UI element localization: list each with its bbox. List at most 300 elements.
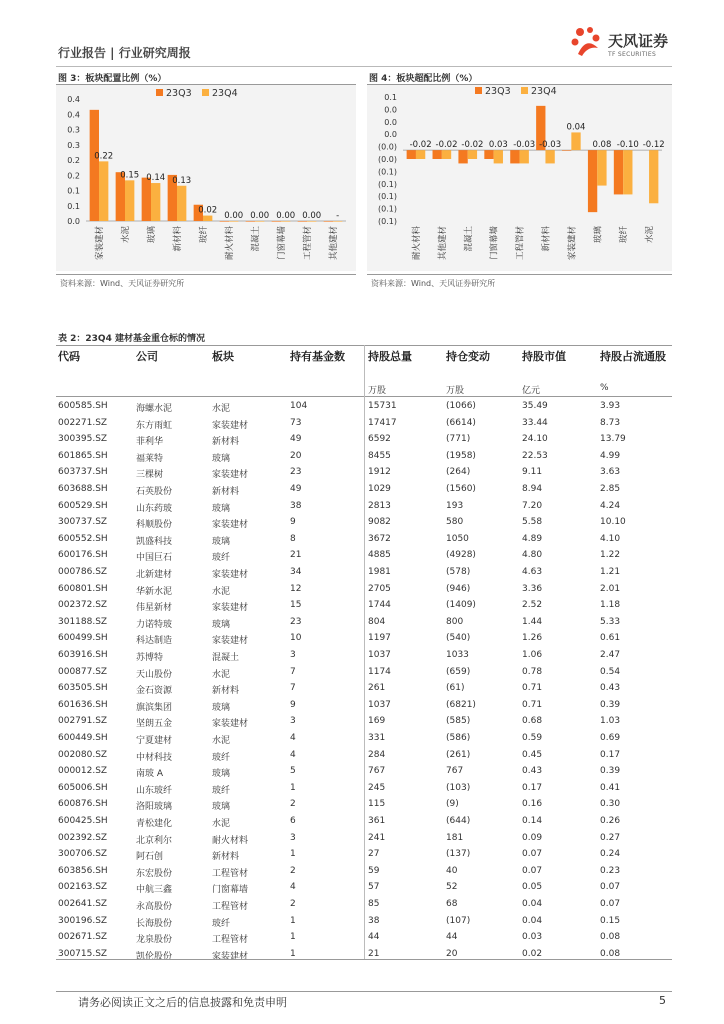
cell-company: 石英股份 — [136, 487, 173, 497]
cell-company: 中国巨石 — [136, 553, 173, 564]
cell-sector: 工程管材 — [212, 902, 249, 912]
cell-sector: 家装建材 — [212, 470, 249, 481]
y-tick-label: (0.0) — [378, 155, 397, 164]
category-label: 混凝土 — [251, 226, 261, 252]
cell-fund-count: 9 — [290, 517, 296, 528]
cell-fund-count: 23 — [290, 616, 302, 627]
cell-change: (1958) — [446, 450, 476, 461]
category-label: 门窗幕墙 — [489, 226, 500, 261]
cell-market-value: 0.71 — [522, 683, 543, 694]
legend-swatch — [521, 87, 528, 94]
cell-sector: 水泥 — [212, 586, 231, 597]
category-label: 家装建材 — [567, 226, 578, 261]
y-tick-label: (0.1) — [378, 204, 397, 214]
cell-float-ratio: 0.17 — [600, 749, 621, 760]
cell-change: (586) — [446, 733, 471, 743]
cell-total-shares: 21 — [368, 948, 380, 959]
cell-company: 北新建材 — [136, 570, 173, 580]
data-label: - — [336, 211, 340, 221]
table-row — [56, 846, 672, 863]
cell-company: 北京利尔 — [136, 835, 173, 846]
cell-sector: 家装建材 — [212, 719, 249, 730]
category-label: 玻纤 — [199, 226, 209, 244]
cell-sector: 家装建材 — [212, 636, 249, 647]
col-header-change: 持仓变动 — [446, 350, 490, 363]
cell-company: 福莱特 — [136, 453, 164, 464]
cell-sector: 水泥 — [212, 404, 231, 414]
company-logo — [568, 24, 678, 64]
y-tick-label: (0.1) — [378, 167, 397, 177]
cell-company: 中航三鑫 — [136, 885, 173, 896]
cell-market-value: 9.11 — [522, 467, 543, 478]
cell-code: 600585.SH — [58, 401, 108, 411]
cell-code: 603505.SH — [58, 683, 108, 694]
cell-market-value: 4.89 — [522, 533, 543, 544]
bar — [281, 221, 290, 222]
bar — [614, 150, 623, 194]
cell-float-ratio: 4.10 — [600, 533, 621, 544]
cell-fund-count: 4 — [290, 882, 296, 893]
cell-float-ratio: 0.61 — [600, 633, 621, 644]
bar — [458, 150, 467, 163]
cell-float-ratio: 0.07 — [600, 882, 621, 893]
cell-change: (771) — [446, 434, 471, 445]
y-tick-label: 0.0 — [67, 217, 80, 226]
legend-label: 23Q3 — [485, 86, 511, 97]
y-tick-label: 0.0 — [384, 130, 397, 140]
cell-company: 南玻 A — [136, 769, 164, 780]
fig3-title: 图 3：板块配置比例（%） — [58, 74, 167, 84]
cell-code: 002271.SZ — [58, 417, 108, 428]
cell-total-shares: 57 — [368, 882, 380, 893]
data-label: -0.12 — [642, 140, 665, 151]
table-row — [56, 896, 672, 913]
table-row — [56, 796, 672, 813]
cell-market-value: 2.52 — [522, 600, 543, 611]
bar — [298, 221, 307, 222]
cell-sector: 新材料 — [212, 437, 240, 448]
cell-change: 800 — [446, 616, 464, 627]
cell-sector: 玻璃 — [212, 503, 231, 514]
cell-code: 600499.SH — [58, 633, 108, 644]
table-row — [56, 597, 672, 614]
cell-market-value: 0.78 — [522, 666, 543, 677]
cell-sector: 家装建材 — [212, 570, 249, 580]
cell-code: 300737.SZ — [58, 517, 108, 528]
cell-market-value: 0.09 — [522, 832, 543, 843]
data-label: -0.02 — [435, 140, 458, 151]
y-tick-label: 0.1 — [67, 186, 80, 196]
cell-total-shares: 2705 — [368, 583, 391, 594]
cell-code: 300706.SZ — [58, 849, 108, 860]
cell-market-value: 0.07 — [522, 865, 543, 876]
cell-market-value: 0.02 — [522, 948, 543, 959]
y-tick-label: (0.1) — [378, 179, 397, 189]
cell-sector: 玻纤 — [212, 918, 231, 929]
y-tick-label: 0.4 — [67, 110, 80, 120]
cell-float-ratio: 0.23 — [600, 865, 621, 876]
cell-fund-count: 1 — [290, 915, 296, 926]
cell-change: 193 — [446, 500, 464, 511]
cell-market-value: 0.71 — [522, 699, 543, 710]
category-label: 新材料 — [173, 226, 183, 252]
legend-label: 23Q4 — [212, 88, 238, 99]
cell-fund-count: 10 — [290, 633, 302, 644]
cell-fund-count: 104 — [290, 401, 308, 411]
category-label: 工程管材 — [515, 226, 526, 261]
cell-market-value: 0.03 — [522, 932, 543, 943]
cell-sector: 玻璃 — [212, 769, 231, 780]
cell-float-ratio: 4.24 — [600, 500, 621, 511]
fig3-chart — [56, 85, 356, 271]
cell-fund-count: 9 — [290, 699, 296, 710]
cell-market-value: 0.45 — [522, 749, 543, 760]
cell-total-shares: 361 — [368, 816, 386, 826]
cell-sector: 玻璃 — [212, 702, 231, 713]
category-label: 家装建材 — [95, 226, 105, 261]
cell-total-shares: 1037 — [368, 650, 391, 660]
bar — [307, 221, 316, 222]
cell-float-ratio: 0.43 — [600, 683, 621, 694]
cell-market-value: 33.44 — [522, 417, 548, 428]
y-tick-label: 0.1 — [67, 201, 80, 211]
table-row — [56, 780, 672, 797]
cell-total-shares: 38 — [368, 915, 380, 926]
cell-change: 40 — [446, 865, 458, 876]
bar — [272, 221, 281, 222]
category-label: 其他建材 — [437, 226, 448, 261]
cell-sector: 新材料 — [212, 852, 240, 863]
cell-float-ratio: 8.73 — [600, 417, 621, 428]
table-row — [56, 830, 672, 847]
cell-total-shares: 241 — [368, 832, 386, 843]
cell-market-value: 1.06 — [522, 650, 543, 660]
cell-sector: 家装建材 — [212, 603, 249, 614]
bar — [597, 150, 606, 185]
cell-change: 68 — [446, 899, 458, 909]
cell-market-value: 0.68 — [522, 716, 543, 727]
cell-sector: 工程管材 — [212, 868, 249, 879]
cell-change: (61) — [446, 683, 465, 694]
cell-fund-count: 21 — [290, 550, 302, 561]
cell-float-ratio: 2.47 — [600, 650, 621, 660]
cell-change: 1033 — [446, 650, 469, 660]
bar — [562, 150, 571, 151]
report-header-title: 行业报告 | 行业研究周报 — [58, 46, 191, 60]
cell-company: 东宏股份 — [136, 868, 173, 879]
cell-sector: 家装建材 — [212, 420, 249, 431]
cell-code: 600425.SH — [58, 816, 108, 826]
bar — [255, 221, 264, 222]
data-label: 0.13 — [172, 175, 192, 186]
table-row — [56, 564, 672, 581]
bar — [220, 221, 229, 222]
cell-code: 601865.SH — [58, 450, 108, 461]
table-row — [56, 448, 672, 465]
cell-change: (4928) — [446, 550, 476, 561]
table-row — [56, 531, 672, 548]
cell-market-value: 0.07 — [522, 849, 543, 860]
logo-mark-icon — [568, 24, 604, 60]
cell-float-ratio: 0.41 — [600, 782, 621, 793]
cell-total-shares: 1037 — [368, 699, 391, 710]
fig4-title: 图 4：板块超配比例（%） — [369, 74, 478, 84]
fig4-chart — [367, 85, 672, 271]
cell-change: 1050 — [446, 533, 469, 544]
table-row — [56, 730, 672, 747]
cell-float-ratio: 0.54 — [600, 666, 621, 677]
cell-company: 中材科技 — [136, 752, 173, 763]
cell-total-shares: 1744 — [368, 600, 391, 611]
cell-float-ratio: 0.26 — [600, 816, 621, 826]
logo-subtext: TF SECURITIES — [608, 51, 657, 58]
cell-float-ratio: 0.39 — [600, 699, 621, 710]
cell-change: (540) — [446, 633, 471, 644]
cell-total-shares: 59 — [368, 865, 380, 876]
category-label: 耐火材料 — [411, 226, 422, 261]
cell-sector: 玻纤 — [212, 553, 231, 564]
cell-total-shares: 6592 — [368, 434, 391, 445]
cell-total-shares: 245 — [368, 782, 386, 793]
cell-code: 002163.SZ — [58, 882, 108, 893]
cell-company: 凯伦股份 — [136, 951, 173, 962]
table-row — [56, 547, 672, 564]
bar — [468, 150, 477, 159]
cell-fund-count: 1 — [290, 782, 296, 793]
cell-market-value: 7.20 — [522, 500, 543, 511]
cell-fund-count: 73 — [290, 417, 302, 428]
y-tick-label: 0.3 — [67, 140, 80, 150]
bar — [494, 150, 503, 163]
cell-company: 旗滨集团 — [136, 702, 173, 713]
table-row — [56, 481, 672, 498]
cell-market-value: 0.04 — [522, 899, 543, 909]
cell-company: 长海股份 — [136, 918, 173, 929]
cell-market-value: 0.14 — [522, 816, 543, 826]
cell-change: (578) — [446, 567, 471, 577]
cell-float-ratio: 0.15 — [600, 915, 621, 926]
cell-code: 300196.SZ — [58, 915, 108, 926]
col-header-float-ratio: 持股占流通股 — [600, 350, 666, 363]
cell-float-ratio: 4.99 — [600, 450, 621, 461]
cell-market-value: 8.94 — [522, 484, 543, 494]
cell-sector: 玻璃 — [212, 619, 231, 630]
table-row — [56, 514, 672, 531]
cell-company: 苏博特 — [136, 653, 164, 663]
category-label: 门窗幕墙 — [277, 226, 287, 261]
cell-sector: 家装建材 — [212, 951, 249, 962]
cell-code: 002671.SZ — [58, 932, 108, 943]
cell-market-value: 0.17 — [522, 782, 543, 793]
col-header-company: 公司 — [136, 350, 158, 363]
cell-code: 300395.SZ — [58, 434, 108, 445]
cell-code: 002392.SZ — [58, 832, 108, 843]
cell-fund-count: 4 — [290, 749, 296, 760]
bar — [125, 180, 134, 221]
category-label: 水泥 — [645, 226, 656, 244]
cell-float-ratio: 0.24 — [600, 849, 621, 860]
cell-total-shares: 17417 — [368, 417, 397, 428]
cell-code: 002372.SZ — [58, 600, 108, 611]
bar-chart-svg — [56, 85, 356, 271]
cell-market-value: 0.16 — [522, 799, 543, 810]
bar — [90, 110, 99, 221]
legend-swatch — [156, 89, 163, 96]
bar — [229, 221, 238, 222]
cell-fund-count: 15 — [290, 600, 302, 611]
bar — [442, 150, 451, 159]
table-row — [56, 431, 672, 448]
cell-float-ratio: 1.18 — [600, 600, 621, 611]
data-label: -0.03 — [513, 140, 536, 151]
cell-change: 44 — [446, 932, 458, 943]
cell-sector: 玻纤 — [212, 752, 231, 763]
category-label: 水泥 — [121, 226, 131, 244]
category-label: 耐火材料 — [225, 226, 235, 261]
cell-sector: 水泥 — [212, 736, 231, 746]
cell-fund-count: 4 — [290, 733, 296, 743]
cell-change: (644) — [446, 816, 471, 826]
cell-fund-count: 2 — [290, 865, 296, 876]
cell-float-ratio: 2.85 — [600, 484, 621, 494]
cell-total-shares: 1912 — [368, 467, 391, 478]
table-row — [56, 863, 672, 880]
legend-swatch — [475, 87, 482, 94]
cell-total-shares: 85 — [368, 899, 380, 909]
cell-fund-count: 2 — [290, 899, 296, 909]
cell-change: (264) — [446, 467, 471, 478]
legend-label: 23Q4 — [531, 86, 557, 97]
table-row — [56, 664, 672, 681]
cell-float-ratio: 0.27 — [600, 832, 621, 843]
cell-fund-count: 1 — [290, 932, 296, 943]
cell-total-shares: 804 — [368, 616, 386, 627]
cell-company: 东方雨虹 — [136, 420, 173, 431]
header-divider — [56, 66, 672, 67]
y-tick-label: (0.0) — [378, 142, 397, 152]
cell-company: 菲利华 — [136, 437, 164, 448]
cell-company: 阿石创 — [136, 852, 164, 863]
cell-sector: 玻纤 — [212, 785, 231, 796]
table-row — [56, 879, 672, 896]
table-row — [56, 929, 672, 946]
data-label: 0.02 — [198, 205, 218, 216]
cell-fund-count: 3 — [290, 650, 296, 660]
cell-market-value: 3.36 — [522, 583, 543, 594]
y-tick-label: 0.0 — [384, 117, 397, 127]
cell-code: 002791.SZ — [58, 716, 108, 727]
cell-fund-count: 5 — [290, 766, 296, 777]
cell-code: 603737.SH — [58, 467, 108, 478]
bar — [588, 150, 597, 212]
cell-sector: 玻璃 — [212, 453, 231, 464]
cell-code: 605006.SH — [58, 782, 108, 793]
data-label: 0.22 — [94, 151, 114, 162]
table-row — [56, 747, 672, 764]
cell-total-shares: 1981 — [368, 567, 391, 577]
cell-fund-count: 7 — [290, 683, 296, 694]
cell-float-ratio: 10.10 — [600, 517, 626, 528]
cell-float-ratio: 0.30 — [600, 799, 621, 810]
cell-company: 山东玻纤 — [136, 785, 173, 796]
footer-rule — [56, 991, 672, 992]
cell-company: 山东药玻 — [136, 503, 173, 514]
cell-change: 52 — [446, 882, 458, 893]
cell-fund-count: 1 — [290, 849, 296, 860]
cell-float-ratio: 13.79 — [600, 434, 626, 445]
cell-market-value: 1.44 — [522, 616, 543, 627]
bar — [484, 150, 493, 159]
cell-fund-count: 34 — [290, 567, 302, 577]
cell-company: 凯盛科技 — [136, 536, 173, 547]
fig3-bottom-rule — [56, 274, 356, 275]
table-row — [56, 697, 672, 714]
bar — [324, 221, 333, 222]
cell-fund-count: 3 — [290, 832, 296, 843]
y-tick-label: 0.2 — [67, 171, 80, 181]
cell-sector: 工程管材 — [212, 935, 249, 946]
cell-change: (103) — [446, 782, 471, 793]
cell-total-shares: 767 — [368, 766, 386, 777]
cell-company: 金石资源 — [136, 686, 173, 697]
cell-company: 龙泉股份 — [136, 935, 173, 946]
cell-market-value: 4.80 — [522, 550, 543, 561]
cell-change: (107) — [446, 915, 471, 926]
data-label: 0.08 — [592, 140, 612, 151]
cell-change: 20 — [446, 948, 458, 959]
cell-code: 600552.SH — [58, 533, 108, 544]
bar-chart-svg — [367, 85, 672, 271]
table-row — [56, 498, 672, 515]
cell-sector: 混凝土 — [212, 653, 240, 663]
bar — [623, 150, 632, 194]
y-tick-label: 0.3 — [67, 125, 80, 135]
cell-market-value: 24.10 — [522, 434, 548, 445]
bar — [433, 150, 442, 159]
category-label: 玻璃 — [593, 226, 604, 244]
cell-total-shares: 9082 — [368, 517, 391, 528]
cell-market-value: 35.49 — [522, 401, 548, 411]
col-header-market-value: 持股市值 — [522, 350, 566, 363]
cell-total-shares: 44 — [368, 932, 380, 943]
cell-change: (1409) — [446, 600, 476, 611]
fig3-source: 资料来源：Wind、天风证券研究所 — [60, 279, 185, 288]
cell-sector: 新材料 — [212, 686, 240, 697]
cell-code: 600529.SH — [58, 500, 108, 511]
cell-total-shares: 2813 — [368, 500, 391, 511]
cell-sector: 玻璃 — [212, 802, 231, 813]
cell-sector: 门窗幕墙 — [212, 885, 249, 896]
table-row — [56, 415, 672, 432]
bar — [177, 186, 186, 221]
bar — [99, 161, 108, 221]
cell-float-ratio: 0.69 — [600, 733, 621, 743]
cell-change: (659) — [446, 666, 471, 677]
cell-total-shares: 1197 — [368, 633, 391, 644]
unit-total-shares: 万股 — [368, 386, 387, 396]
cell-fund-count: 49 — [290, 434, 302, 445]
cell-market-value: 4.63 — [522, 567, 543, 577]
cell-code: 300715.SZ — [58, 948, 108, 959]
cell-total-shares: 1174 — [368, 666, 391, 677]
unit-market-value: 亿元 — [522, 386, 541, 396]
table-row — [56, 813, 672, 830]
cell-market-value: 1.26 — [522, 633, 543, 644]
table-row — [56, 630, 672, 647]
cell-code: 600449.SH — [58, 733, 108, 743]
cell-code: 002080.SZ — [58, 749, 108, 760]
cell-change: (137) — [446, 849, 471, 860]
